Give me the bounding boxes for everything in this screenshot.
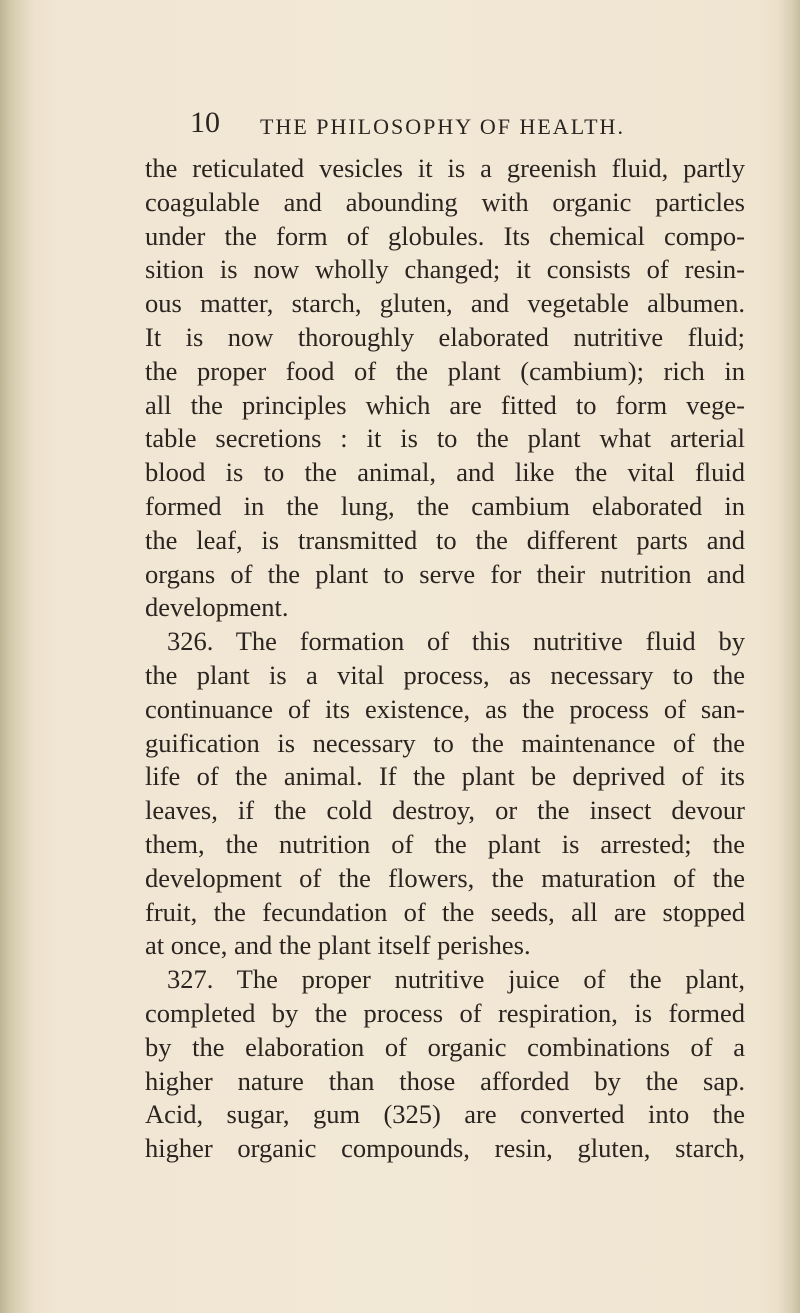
text-line: organs of the plant to serve for their nutrition and: [145, 558, 745, 589]
text-line: under the form of globules. Its chemical compo-: [145, 220, 745, 251]
text-line: formed in the lung, the cambium elaborated in: [145, 490, 745, 521]
text-line: the reticulated vesicles it is a greenish fluid, partly: [145, 153, 745, 183]
body-text: [145, 152, 745, 1166]
paragraph-start-line: 327. The proper nutritive juice of the plant,: [167, 964, 745, 995]
text-line: by the elaboration of organic combinations of a: [145, 1031, 745, 1062]
text-line: development of the flowers, the maturation of the: [145, 862, 745, 893]
text-line: the proper food of the plant (cambium); rich in: [145, 355, 745, 386]
text-line: higher nature than those afforded by the sap.: [145, 1065, 745, 1096]
text-line: them, the nutrition of the plant is arrested; the: [145, 828, 745, 859]
text-line: guification is necessary to the maintenance of the: [145, 727, 745, 758]
text-line: at once, and the plant itself perishes.: [145, 930, 531, 961]
text-line: the leaf, is transmitted to the different parts and: [145, 524, 745, 555]
text-line: fruit, the fecundation of the seeds, all are stopped: [145, 896, 745, 927]
text-line: continuance of its existence, as the process of san-: [145, 693, 745, 724]
text-line: higher organic compounds, resin, gluten, starch,: [145, 1133, 745, 1164]
page-number: 10: [190, 106, 220, 139]
text-line: life of the animal. If the plant be deprived of its: [145, 761, 745, 792]
running-head: [190, 106, 720, 150]
text-line: completed by the process of respiration, is formed: [145, 997, 745, 1028]
text-line: It is now thoroughly elaborated nutritive fluid;: [145, 321, 745, 352]
text-line: table secretions : it is to the plant what arterial: [145, 423, 745, 454]
paragraph-start-line: 326. The formation of this nutritive fluid by: [167, 626, 745, 657]
text-line: the plant is a vital process, as necessary to the: [145, 659, 745, 690]
text-line: blood is to the animal, and like the vital fluid: [145, 457, 745, 488]
page-edge-shadow-right: [778, 0, 800, 1313]
text-line: ous matter, starch, gluten, and vegetable albumen.: [145, 288, 745, 319]
text-line: development.: [145, 592, 289, 623]
running-title: THE PHILOSOPHY OF HEALTH.: [260, 114, 625, 139]
text-line: sition is now wholly changed; it consists of resin-: [145, 254, 745, 285]
text-line: leaves, if the cold destroy, or the insect devour: [145, 795, 745, 826]
text-line: coagulable and abounding with organic particles: [145, 186, 745, 217]
page-binding-shadow-left: [0, 0, 34, 1313]
text-line: Acid, sugar, gum (325) are converted into the: [145, 1099, 745, 1130]
text-line: all the principles which are fitted to form vege-: [145, 389, 745, 420]
